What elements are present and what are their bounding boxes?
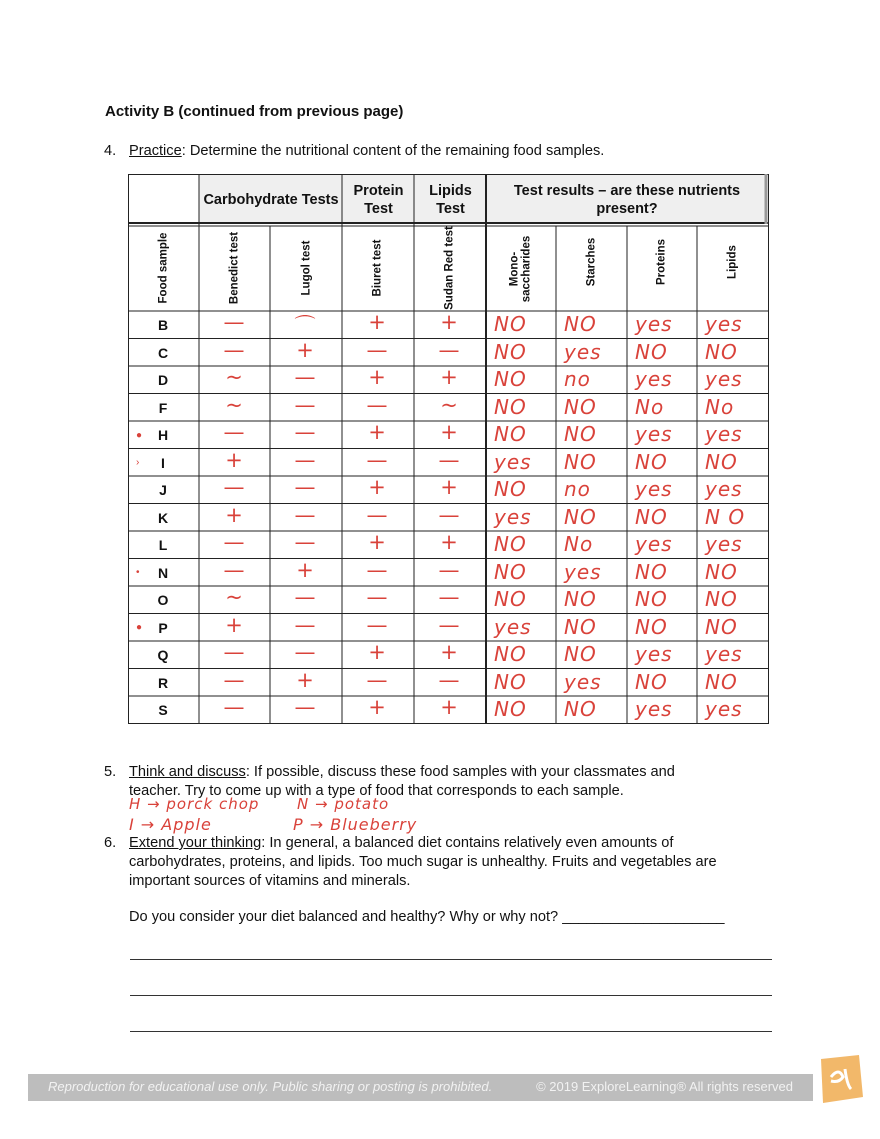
test-result-mark: — bbox=[438, 585, 460, 609]
row-label-s: S bbox=[158, 702, 168, 718]
question-text: : In general, a balanced diet contains relatively even amounts of bbox=[261, 835, 674, 851]
test-result-mark: + bbox=[296, 557, 314, 582]
nutrient-present-answer: yes bbox=[635, 532, 673, 556]
answer-line[interactable] bbox=[130, 995, 772, 996]
nutrient-present-answer: NO bbox=[494, 642, 527, 666]
nutrient-present-answer: yes bbox=[705, 477, 743, 501]
test-result-mark: — bbox=[223, 310, 245, 334]
question-label: Extend your thinking bbox=[129, 835, 262, 851]
question-number: 6. bbox=[104, 835, 117, 851]
test-result-mark: — bbox=[223, 640, 245, 664]
column-header-starches: Starches bbox=[585, 237, 598, 287]
test-result-mark: + bbox=[440, 530, 458, 554]
test-result-mark: — bbox=[438, 667, 460, 692]
nutrient-present-answer: No bbox=[635, 394, 665, 419]
nutrient-present-answer: yes bbox=[635, 477, 673, 501]
test-result-mark: — bbox=[294, 695, 316, 719]
nutrient-present-answer: yes bbox=[705, 642, 743, 666]
question-text: : If possible, discuss these food samples with your classmates and bbox=[245, 764, 675, 780]
nutrient-present-answer: NO bbox=[494, 669, 527, 694]
test-result-mark: — bbox=[223, 337, 245, 362]
nutrient-present-answer: NO bbox=[705, 559, 738, 584]
test-result-mark: + bbox=[296, 667, 314, 692]
test-result-mark: — bbox=[438, 502, 460, 527]
column-header-sudan-red: Sudan Red test bbox=[443, 226, 456, 310]
question-label: Think and discuss bbox=[129, 764, 246, 780]
test-results-header: Test results – are these nutrients present? bbox=[513, 183, 741, 217]
nutrient-present-answer: NO bbox=[635, 559, 668, 584]
nutrient-present-answer: No bbox=[564, 532, 594, 556]
column-header-monosaccharides: Mono-saccharides bbox=[508, 235, 533, 303]
nutrient-present-answer: yes bbox=[635, 642, 673, 666]
test-result-mark: + bbox=[368, 530, 386, 554]
nutrient-present-answer: NO bbox=[564, 614, 597, 639]
test-result-mark: ~ bbox=[225, 365, 243, 389]
test-result-mark: + bbox=[368, 420, 386, 444]
nutrient-present-answer: NO bbox=[494, 422, 527, 446]
test-result-mark: ~ bbox=[225, 585, 243, 609]
nutrient-present-answer: NO bbox=[564, 449, 597, 474]
nutrient-present-answer: NO bbox=[635, 587, 668, 611]
row-label-f: F bbox=[158, 399, 168, 416]
row-label-b: B bbox=[157, 317, 169, 333]
row-label-i: I bbox=[161, 454, 165, 471]
nutrient-present-answer: yes bbox=[635, 367, 673, 391]
footer-notice: Reproduction for educational use only. Public sharing or posting is prohibited. bbox=[48, 1079, 493, 1094]
test-result-mark: — bbox=[366, 585, 388, 609]
nutrient-present-answer: NO bbox=[494, 339, 527, 364]
test-result-mark: — bbox=[366, 502, 388, 527]
test-result-mark: — bbox=[438, 337, 460, 362]
test-result-mark: — bbox=[366, 557, 388, 582]
test-result-mark: — bbox=[294, 392, 316, 417]
ink-dot: ● bbox=[136, 622, 143, 633]
test-result-mark: ~ bbox=[225, 392, 243, 417]
row-label-c: C bbox=[157, 344, 169, 361]
nutrient-present-answer: NO bbox=[494, 697, 527, 721]
test-result-mark: — bbox=[223, 530, 245, 554]
test-result-mark: — bbox=[438, 447, 460, 472]
column-header-proteins: Proteins bbox=[655, 239, 668, 286]
footer-copyright: © 2019 ExploreLearning® All rights reserved bbox=[536, 1079, 793, 1094]
column-header-benedict: Benedict test bbox=[228, 231, 241, 305]
test-result-mark: + bbox=[225, 612, 243, 637]
row-label-j: J bbox=[159, 482, 167, 498]
answer-line[interactable] bbox=[130, 1031, 772, 1032]
column-header-lugol: Lugol test bbox=[300, 240, 313, 296]
column-header-food-sample: Food sample bbox=[157, 232, 170, 304]
nutrient-present-answer: no bbox=[564, 477, 591, 501]
question-text-line-2: carbohydrates, proteins, and lipids. Too much sugar is unhealthy. Fruits and vegetables are bbox=[129, 854, 717, 870]
question-6 bbox=[104, 834, 804, 894]
row-label-d: D bbox=[157, 372, 169, 388]
nutrient-present-answer: yes bbox=[494, 614, 532, 639]
nutrient-present-answer: NO bbox=[494, 587, 527, 611]
nutrient-present-answer: NO bbox=[494, 559, 527, 584]
question-text-line-2: teacher. Try to come up with a type of food that corresponds to each sample. bbox=[129, 783, 624, 799]
test-result-mark: — bbox=[223, 420, 245, 444]
nutrient-present-answer: NO bbox=[564, 422, 597, 446]
nutrient-present-answer: NO bbox=[635, 449, 668, 474]
nutrient-table bbox=[128, 174, 768, 724]
test-result-mark: ⌒ bbox=[294, 314, 316, 338]
ink-dot: › bbox=[136, 457, 140, 468]
question-number: 5. bbox=[104, 764, 117, 780]
nutrient-present-answer: No bbox=[705, 394, 735, 419]
test-result-mark: + bbox=[440, 365, 458, 389]
nutrient-present-answer: yes bbox=[635, 697, 673, 721]
nutrient-present-answer: yes bbox=[494, 449, 532, 474]
nutrient-present-answer: yes bbox=[635, 422, 673, 446]
nutrient-present-answer: yes bbox=[705, 312, 743, 336]
row-label-q: Q bbox=[157, 647, 169, 663]
test-result-mark: — bbox=[223, 667, 245, 692]
question-number: 4. bbox=[104, 143, 117, 159]
handwritten-note-p: P → Blueberry bbox=[293, 815, 418, 834]
test-result-mark: — bbox=[294, 585, 316, 609]
test-result-mark: — bbox=[223, 695, 245, 719]
nutrient-present-answer: N O bbox=[705, 504, 746, 529]
test-result-mark: + bbox=[440, 310, 458, 334]
test-result-mark: + bbox=[440, 475, 458, 499]
nutrient-present-answer: NO bbox=[564, 697, 597, 721]
test-result-mark: — bbox=[294, 530, 316, 554]
nutrient-present-answer: NO bbox=[494, 532, 527, 556]
test-result-mark: — bbox=[294, 420, 316, 444]
answer-line[interactable] bbox=[130, 959, 772, 960]
nutrient-present-answer: no bbox=[564, 367, 591, 391]
row-label-n: N bbox=[157, 564, 169, 581]
nutrient-present-answer: yes bbox=[705, 367, 743, 391]
nutrient-present-answer: yes bbox=[564, 669, 602, 694]
ink-dot: • bbox=[136, 567, 140, 578]
test-result-mark: — bbox=[366, 337, 388, 362]
test-result-mark: + bbox=[440, 420, 458, 444]
test-result-mark: — bbox=[438, 612, 460, 637]
nutrient-present-answer: NO bbox=[705, 449, 738, 474]
nutrient-present-answer: NO bbox=[494, 477, 527, 501]
nutrient-present-answer: NO bbox=[564, 587, 597, 611]
question-4 bbox=[104, 142, 804, 162]
question-label: Practice bbox=[129, 143, 182, 159]
nutrient-present-answer: yes bbox=[635, 312, 673, 336]
nutrient-present-answer: yes bbox=[705, 532, 743, 556]
carbohydrate-tests-header: Carbohydrate Tests bbox=[203, 192, 339, 208]
test-result-mark: — bbox=[294, 502, 316, 527]
question-text-line-3: important sources of vitamins and minerals. bbox=[129, 873, 411, 889]
nutrient-present-answer: yes bbox=[705, 422, 743, 446]
nutrient-present-answer: NO bbox=[564, 394, 597, 419]
nutrient-present-answer: NO bbox=[705, 339, 738, 364]
balanced-diet-question: Do you consider your diet balanced and healthy? Why or why not? ____________________ bbox=[129, 909, 725, 925]
activity-heading: Activity B (continued from previous page) bbox=[105, 103, 404, 120]
nutrient-present-answer: NO bbox=[564, 312, 597, 336]
nutrient-present-answer: yes bbox=[564, 559, 602, 584]
test-result-mark: ~ bbox=[440, 392, 458, 417]
nutrient-present-answer: NO bbox=[705, 614, 738, 639]
question-text: : Determine the nutritional content of the remaining food samples. bbox=[181, 143, 605, 159]
nutrient-present-answer: NO bbox=[635, 614, 668, 639]
row-label-p: P bbox=[158, 619, 168, 636]
ink-dot: ● bbox=[136, 430, 143, 441]
explorelearning-logo-icon bbox=[813, 1053, 865, 1105]
test-result-mark: + bbox=[368, 310, 386, 334]
test-result-mark: + bbox=[440, 695, 458, 719]
nutrient-present-answer: NO bbox=[494, 367, 527, 391]
row-label-l: L bbox=[158, 537, 168, 553]
test-result-mark: + bbox=[225, 502, 243, 527]
test-result-mark: + bbox=[368, 640, 386, 664]
test-result-mark: — bbox=[366, 447, 388, 472]
test-result-mark: — bbox=[294, 475, 316, 499]
nutrient-present-answer: NO bbox=[705, 587, 738, 611]
nutrient-present-answer: NO bbox=[705, 669, 738, 694]
row-label-k: K bbox=[157, 509, 169, 526]
handwritten-note-n: N → potato bbox=[297, 795, 390, 813]
nutrient-present-answer: NO bbox=[494, 394, 527, 419]
nutrient-present-answer: NO bbox=[564, 504, 597, 529]
handwritten-note-h: H → porck chop bbox=[129, 795, 260, 813]
column-header-lipids: Lipids bbox=[726, 245, 739, 279]
test-result-mark: — bbox=[366, 392, 388, 417]
nutrient-present-answer: NO bbox=[635, 504, 668, 529]
test-result-mark: — bbox=[294, 640, 316, 664]
test-result-mark: + bbox=[296, 337, 314, 362]
test-result-mark: — bbox=[294, 612, 316, 637]
nutrient-present-answer: yes bbox=[564, 339, 602, 364]
nutrient-present-answer: NO bbox=[635, 339, 668, 364]
test-result-mark: + bbox=[440, 640, 458, 664]
protein-test-header: Protein Test bbox=[353, 183, 404, 217]
handwritten-note-i: I → Apple bbox=[129, 815, 212, 834]
column-header-biuret: Biuret test bbox=[371, 239, 384, 297]
test-result-mark: — bbox=[294, 365, 316, 389]
test-result-mark: — bbox=[366, 612, 388, 637]
test-result-mark: — bbox=[366, 667, 388, 692]
test-result-mark: — bbox=[223, 557, 245, 582]
nutrient-present-answer: yes bbox=[705, 697, 743, 721]
nutrient-present-answer: NO bbox=[564, 642, 597, 666]
test-result-mark: — bbox=[438, 557, 460, 582]
nutrient-present-answer: NO bbox=[494, 312, 527, 336]
footer-bar bbox=[28, 1074, 813, 1101]
row-label-r: R bbox=[157, 674, 169, 691]
nutrient-present-answer: NO bbox=[635, 669, 668, 694]
row-label-h: H bbox=[157, 427, 169, 443]
test-result-mark: — bbox=[223, 475, 245, 499]
test-result-mark: + bbox=[368, 695, 386, 719]
test-result-mark: + bbox=[368, 475, 386, 499]
test-result-mark: + bbox=[368, 365, 386, 389]
test-result-mark: — bbox=[294, 447, 316, 472]
nutrient-present-answer: yes bbox=[494, 504, 532, 529]
lipids-test-header: Lipids Test bbox=[429, 183, 472, 217]
row-label-o: O bbox=[157, 592, 169, 608]
test-result-mark: + bbox=[225, 447, 243, 472]
